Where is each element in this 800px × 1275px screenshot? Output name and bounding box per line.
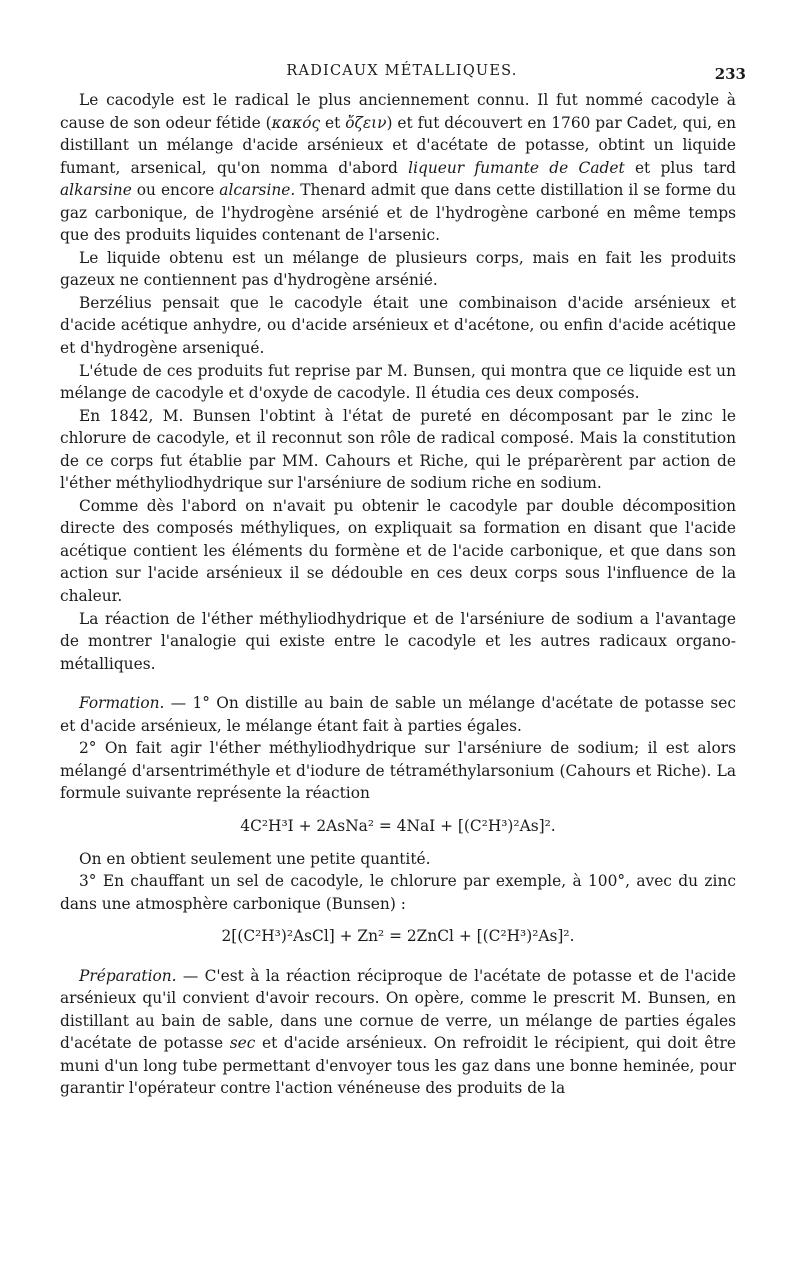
text-run: Le cacodyle est le radical le plus anciennement connu. Il fut nommé cacodyle à cause de son odeur fétide ( — [60, 91, 736, 132]
italic-term: alcarsine. — [219, 181, 296, 200]
section-label-preparation: Préparation. — [79, 966, 177, 985]
text-run: ou encore — [131, 181, 220, 200]
text-run: et plus tard — [624, 158, 736, 177]
paragraph-formation-quantity: On en obtient seulement une petite quantité. — [79, 849, 431, 868]
italic-term: alkarsine — [60, 181, 132, 200]
paragraph-formation-2: 2° On fait agir l'éther méthyliodhydrique sur l'arséniure de sodium; il est alors mélangé d'arsentriméthyle et d'iodure de tétraméthylarsonium (Cahours et Riche). La formule suivante représente la réaction — [60, 739, 736, 803]
text-run: Thenard admit que dans cette distillation il se forme du gaz carbonique, de l'hydrogène arsénié et de l'hydrogène carboné en même temps que des produits liquides contenant de l'arsenic. — [60, 181, 736, 245]
paragraph-bunsen-1842: En 1842, M. Bunsen l'obtint à l'état de pureté en décomposant par le zinc le chlorure de cacodyle, et il reconnut son rôle de radical composé. Mais la constitution de ce corps fut établie par MM. Cahours et Riche, qui le préparèrent par action de l'éther méthyliodhydrique sur l'arséniure de sodium riche en sodium. — [60, 406, 736, 493]
greek-word: κακός — [271, 113, 321, 132]
body-text — [60, 89, 736, 1100]
paragraph-formation-explanation: Comme dès l'abord on n'avait pu obtenir le cacodyle par double décomposition directe des composés méthyliques, on expliquait sa formation en disant que l'acide acétique contient les éléments du formène et de l'acide carbonique, et que dans son action sur l'acide arsénieux il se dédouble en ces deux corps sous l'influence de la chaleur. — [60, 496, 736, 606]
paragraph-berzelius: Berzélius pensait que le cacodyle était une combinaison d'acide arsénieux et d'acide acétique anhydre, ou d'acide arsénieux et d'acétone, ou enfin d'acide acétique et d'hydrogène arseniqué. — [60, 293, 736, 358]
paragraph-formation-3: 3° En chauffant un sel de cacodyle, le chlorure par exemple, à 100°, avec du zinc dans une atmosphère carbonique (Bunsen) : — [60, 872, 736, 913]
italic-term: sec — [229, 1034, 256, 1053]
paragraph-preparation — [60, 965, 736, 1100]
text-run: — C'est à la réaction réciproque de l'acétate de potasse et de l'acide arsénieux qu'il convient d'avoir recours. On opère, comme le prescrit M. Bunsen, en distillant au bain de sable, dans une cornue de verre, un mélange de parties égales d'acétate de potasse — [60, 966, 736, 1053]
equation-1: 4C²H³I + 2AsNa² = 4NaI + [(C²H³)²As]². — [240, 816, 556, 835]
paragraph-reaction-advantage: La réaction de l'éther méthyliodhydrique et de l'arséniure de sodium a l'avantage de montrer l'analogie qui existe entre le cacodyle et les autres radicaux organo-métalliques. — [60, 609, 736, 673]
equation-2: 2[(C²H³)²AsCl] + Zn² = 2ZnCl + [(C²H³)²As]². — [221, 927, 575, 946]
paragraph-formation-1 — [60, 692, 736, 737]
text-run: — 1° On distille au bain de sable un mélange d'acétate de potasse sec et d'acide arsénieux, le mélange étant fait à parties égales. — [60, 694, 736, 735]
running-head-title: RADICAUX MÉTALLIQUES. — [286, 63, 518, 79]
running-head — [72, 63, 746, 83]
text-run: et d'acide arsénieux. On refroidit le récipient, qui doit être muni d'un long tube permettant d'envoyer tous les gaz dans une bonne heminée, pour garantir l'opérateur contre l'action vénéneuse des produits de la — [60, 1034, 736, 1098]
page-number: 233 — [714, 65, 746, 83]
italic-term: liqueur fumante de Cadet — [408, 158, 625, 177]
greek-word: ὄζειν — [345, 113, 387, 132]
text-run: ) et fut découvert en 1760 par Cadet, qui, en distillant un mélange d'acide arsénieux et d'acétate de potasse, obtint un liquide fumant, arsenical, qu'on nomma d'abord — [60, 113, 736, 177]
text-run: et — [320, 113, 346, 132]
paragraph-bunsen-study: L'étude de ces produits fut reprise par M. Bunsen, qui montra que ce liquide est un mélange de cacodyle et d'oxyde de cacodyle. Il étudia ces deux composés. — [60, 361, 736, 403]
section-label-formation: Formation. — [79, 694, 165, 713]
paragraph-cacodyle-history — [60, 89, 736, 247]
paragraph-liquid-mixture: Le liquide obtenu est un mélange de plusieurs corps, mais en fait les produits gazeux ne contiennent pas d'hydrogène arsénié. — [60, 248, 736, 290]
